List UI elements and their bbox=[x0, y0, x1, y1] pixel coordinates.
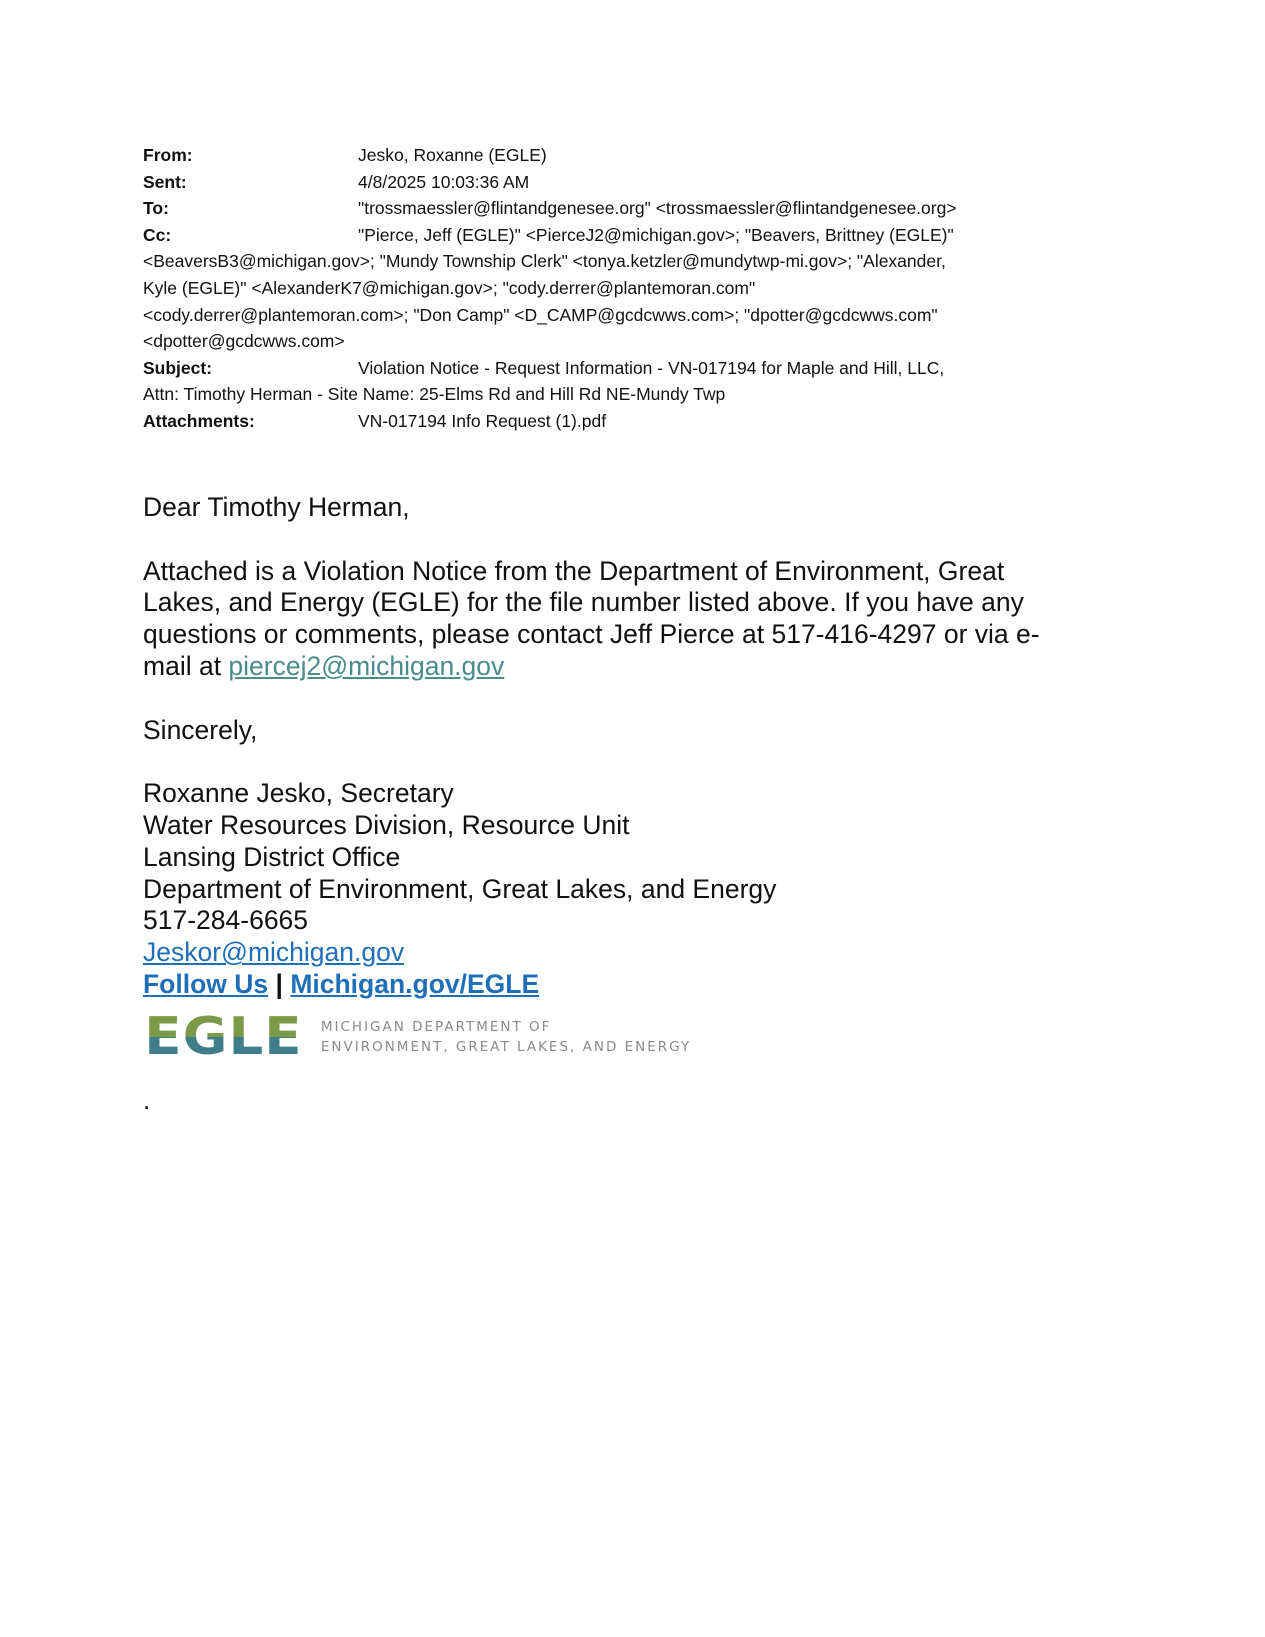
separator: | bbox=[275, 968, 283, 999]
closing: Sincerely, bbox=[143, 714, 258, 745]
egle-logo-mark: EGLE bbox=[144, 1007, 303, 1067]
cc-line: <BeaversB3@michigan.gov>; "Mundy Township Clerk" <tonya.ketzler@mundytwp-mi.gov>; "Alexander, bbox=[143, 251, 946, 272]
cc-line: <dpotter@gcdcwws.com> bbox=[143, 331, 345, 352]
sent-value: 4/8/2025 10:03:36 AM bbox=[358, 171, 530, 192]
signature-division: Water Resources Division, Resource Unit bbox=[143, 809, 630, 840]
cc-line: <cody.derrer@plantemoran.com>; "Don Camp" <D_CAMP@gcdcwws.com>; "dpotter@gcdcwws.com" bbox=[143, 304, 938, 325]
attachment-file[interactable]: VN-017194 Info Request (1).pdf bbox=[358, 410, 607, 431]
follow-us-link[interactable]: Follow Us bbox=[143, 968, 269, 999]
signature-department: Department of Environment, Great Lakes, and Energy bbox=[143, 873, 777, 904]
greeting: Dear Timothy Herman, bbox=[143, 492, 410, 522]
logo-line: ENVIRONMENT, GREAT LAKES, AND ENERGY bbox=[320, 1039, 692, 1055]
cc-label: Cc: bbox=[143, 224, 172, 245]
from-label: From: bbox=[143, 145, 193, 165]
signature-office: Lansing District Office bbox=[143, 841, 401, 872]
subject-line: Violation Notice - Request Information - VN-017194 for Maple and Hill, LLC, bbox=[358, 357, 945, 378]
subject-label: Subject: bbox=[143, 357, 213, 378]
website-link[interactable]: Michigan.gov/EGLE bbox=[290, 968, 540, 999]
subject-row bbox=[143, 355, 1073, 408]
signature-email-link[interactable]: Jeskor@michigan.gov bbox=[143, 937, 405, 968]
cc-line: Kyle (EGLE)" <AlexanderK7@michigan.gov>; "cody.derrer@plantemoran.com" bbox=[143, 277, 756, 298]
to-label: To: bbox=[143, 198, 169, 219]
to-row bbox=[143, 195, 1073, 222]
signature-phone: 517-284-6665 bbox=[143, 905, 309, 936]
signature bbox=[143, 778, 1073, 1001]
egle-logo-text bbox=[321, 1017, 691, 1057]
signature-name: Roxanne Jesko, Secretary bbox=[143, 778, 454, 809]
body-paragraph bbox=[143, 556, 1073, 683]
trailing-period: . bbox=[143, 1085, 151, 1115]
from-value: Jesko, Roxanne (EGLE) bbox=[358, 145, 547, 165]
sent-row bbox=[143, 169, 1073, 196]
to-value: "trossmaessler@flintandgenesee.org" <trossmaessler@flintandgenesee.org> bbox=[358, 198, 957, 219]
attachments-row bbox=[143, 408, 1073, 435]
egle-logo bbox=[144, 1007, 692, 1067]
cc-line: "Pierce, Jeff (EGLE)" <PierceJ2@michigan.gov>; "Beavers, Brittney (EGLE)" bbox=[358, 224, 954, 245]
subject-line: Attn: Timothy Herman - Site Name: 25-Elms Rd and Hill Rd NE-Mundy Twp bbox=[143, 384, 726, 405]
attachments-label: Attachments: bbox=[143, 410, 255, 431]
email-body bbox=[143, 492, 1073, 1001]
logo-line: MICHIGAN DEPARTMENT OF bbox=[320, 1019, 552, 1035]
from-row bbox=[143, 142, 1073, 169]
email-header bbox=[143, 142, 1073, 435]
sent-label: Sent: bbox=[143, 171, 187, 192]
body-text: Attached is a Violation Notice from the Department of Environment, Great Lakes, and Energy (EGLE) for the file number listed above. If you have any questions or comments, please contact Jeff Pierce at 517-416-4297 or via e-mail at bbox=[143, 555, 1040, 681]
contact-email-link[interactable]: piercej2@michigan.gov bbox=[228, 650, 505, 681]
cc-row bbox=[143, 222, 1073, 355]
